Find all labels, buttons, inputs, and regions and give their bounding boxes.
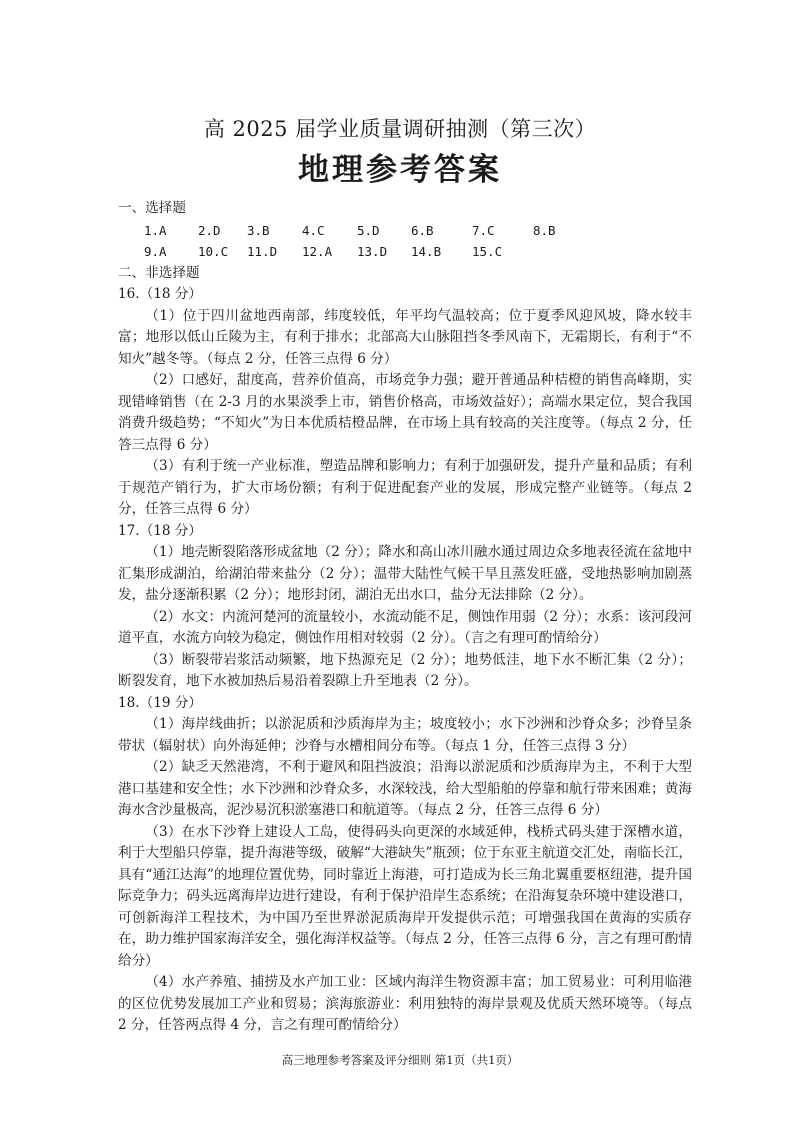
document-title: 地理参考答案 [298,152,502,188]
section-heading-non-choice: 二、非选择题 [118,264,200,281]
question-number: 17.（18 分） [118,522,203,539]
document-body [118,198,692,1037]
answer-paragraph: （3）断裂带岩浆活动频繁，地下热源充足（2 分）；地势低洼，地下水不断汇集（2 分）；断裂发育，地下水被加热后易沿着裂隙上升至地表（2 分）。 [118,651,692,689]
answer-paragraph: （2）水文：内流河楚河的流量较小，水流动能不足，侧蚀作用弱（2 分）；水系：该河段河道平直，水流方向较为稳定，侧蚀作用相对较弱（2 分）。（言之有理可酌情给分） [118,608,692,646]
answer-item: 11.D [247,244,278,259]
exam-title: 高 2025 届学业质量调研抽测（第三次） [203,117,597,141]
answer-item: 3.B [247,222,270,238]
question-18 [118,693,692,1037]
question-number: 18.（19 分） [118,694,203,711]
answer-item: 14.B [411,244,442,259]
answer-paragraph: （2）缺乏天然港湾，不利于避风和阻挡波浪；沿海以淤泥质和沙质海岸为主，不利于大型港口基建和安全性；水下沙洲和沙脊众多，水深较浅，给大型船舶的停靠和航行带来困难；黄海海水含沙量极高，泥沙易沉积淤塞港口和航道等。（每点 2 分，任答三点得 6 分） [118,759,692,818]
answer-paragraph: （3）有利于统一产业标准，塑造品牌和影响力；有利于加强研发，提升产量和品质；有利于规范产销行为，扩大市场份额；有利于促进配套产业的发展，形成完整产业链等。（每点 2 分，任答三点得 6 分） [118,458,692,517]
answer-item: 9.A [144,244,167,259]
answer-row-1 [118,220,692,242]
answer-item: 5.D [357,222,380,238]
answer-paragraph: （2）口感好，甜度高，营养价值高，市场竞争力强；避开普通品种桔橙的销售高峰期，实现错峰销售（在 2-3 月的水果淡季上市，销售价格高，市场效益好）；高端水果定位，契合我国消费升级趋势；“不知火”为日本优质桔橙品牌，在市场上具有较高的关注度等。（每点 2 分，任答三点得 6 分） [118,372,692,453]
section-heading-multiple-choice: 一、选择题 [118,200,186,216]
answer-paragraph: （4）水产养殖、捕捞及水产加工业：区域内海洋生物资源丰富；加工贸易业：可利用临港的区位优势发展加工产业和贸易；滨海旅游业：利用独特的海岸景观及优质天然环境等。（每点 2 分，任答两点得 4 分，言之有理可酌情给分） [118,974,692,1033]
answer-item: 2.D [198,222,221,238]
answer-item: 10.C [198,244,229,259]
answer-paragraph: （1）地壳断裂陷落形成盆地（2 分）；降水和高山冰川融水通过周边众多地表径流在盆地中汇集形成湖泊，给湖泊带来盐分（2 分）；温带大陆性气候干旱且蒸发旺盛，受地热影响加剧蒸发，盐分逐渐积累（2 分）；地形封闭，湖泊无出水口，盐分无法排除（2 分）。 [118,544,692,603]
question-17 [118,521,692,693]
answer-item: 4.C [302,222,325,238]
page-footer: 高三地理参考答案及评分细则 第1页（共1页） [281,1052,519,1067]
answer-item: 1.A [144,222,167,238]
answer-paragraph: （3）在水下沙脊上建设人工岛，使得码头向更深的水域延伸，栈桥式码头建于深槽水道，利于大型船只停靠，提升海港等级，破解“大港缺失”瓶颈；位于东亚主航道交汇处，南临长江，具有“通江达海”的地理位置优势，同时靠近上海港，可打造成为长三角北翼重要枢纽港，提升国际竞争力；码头远离海岸边进行建设，有利于保护沿岸生态系统；在沿海复杂环境中建设港口，可创新海洋工程技术，为中国乃至世界淤泥质海岸开发提供示范；可增强我国在黄海的实质存在，助力维护国家海洋安全，强化海洋权益等。（每点 2 分，任答三点得 6 分，言之有理可酌情给分） [118,823,692,969]
answer-item: 7.C [472,222,495,238]
answer-item: 8.B [533,222,556,238]
answer-item: 12.A [302,244,333,259]
question-number: 16.（18 分） [118,286,203,302]
answer-row-2 [118,241,692,263]
answer-item: 6.B [411,222,434,238]
answer-item: 13.D [357,244,388,259]
answer-paragraph: （1）位于四川盆地西南部，纬度较低，年平均气温较高；位于夏季风迎风坡，降水较丰富；地形以低山丘陵为主，有利于排水；北部高大山脉阻挡冬季风南下，无霜期长，有利于“不知火”越冬等。（每点 2 分，任答三点得 6 分） [118,307,692,367]
answer-item: 15.C [472,244,503,259]
question-16 [118,284,692,521]
answer-paragraph: （1）海岸线曲折；以淤泥质和沙质海岸为主；坡度较小；水下沙洲和沙脊众多；沙脊呈条带状（辐射状）向外海延伸；沙脊与水槽相间分布等。（每点 1 分，任答三点得 3 分） [118,716,692,754]
